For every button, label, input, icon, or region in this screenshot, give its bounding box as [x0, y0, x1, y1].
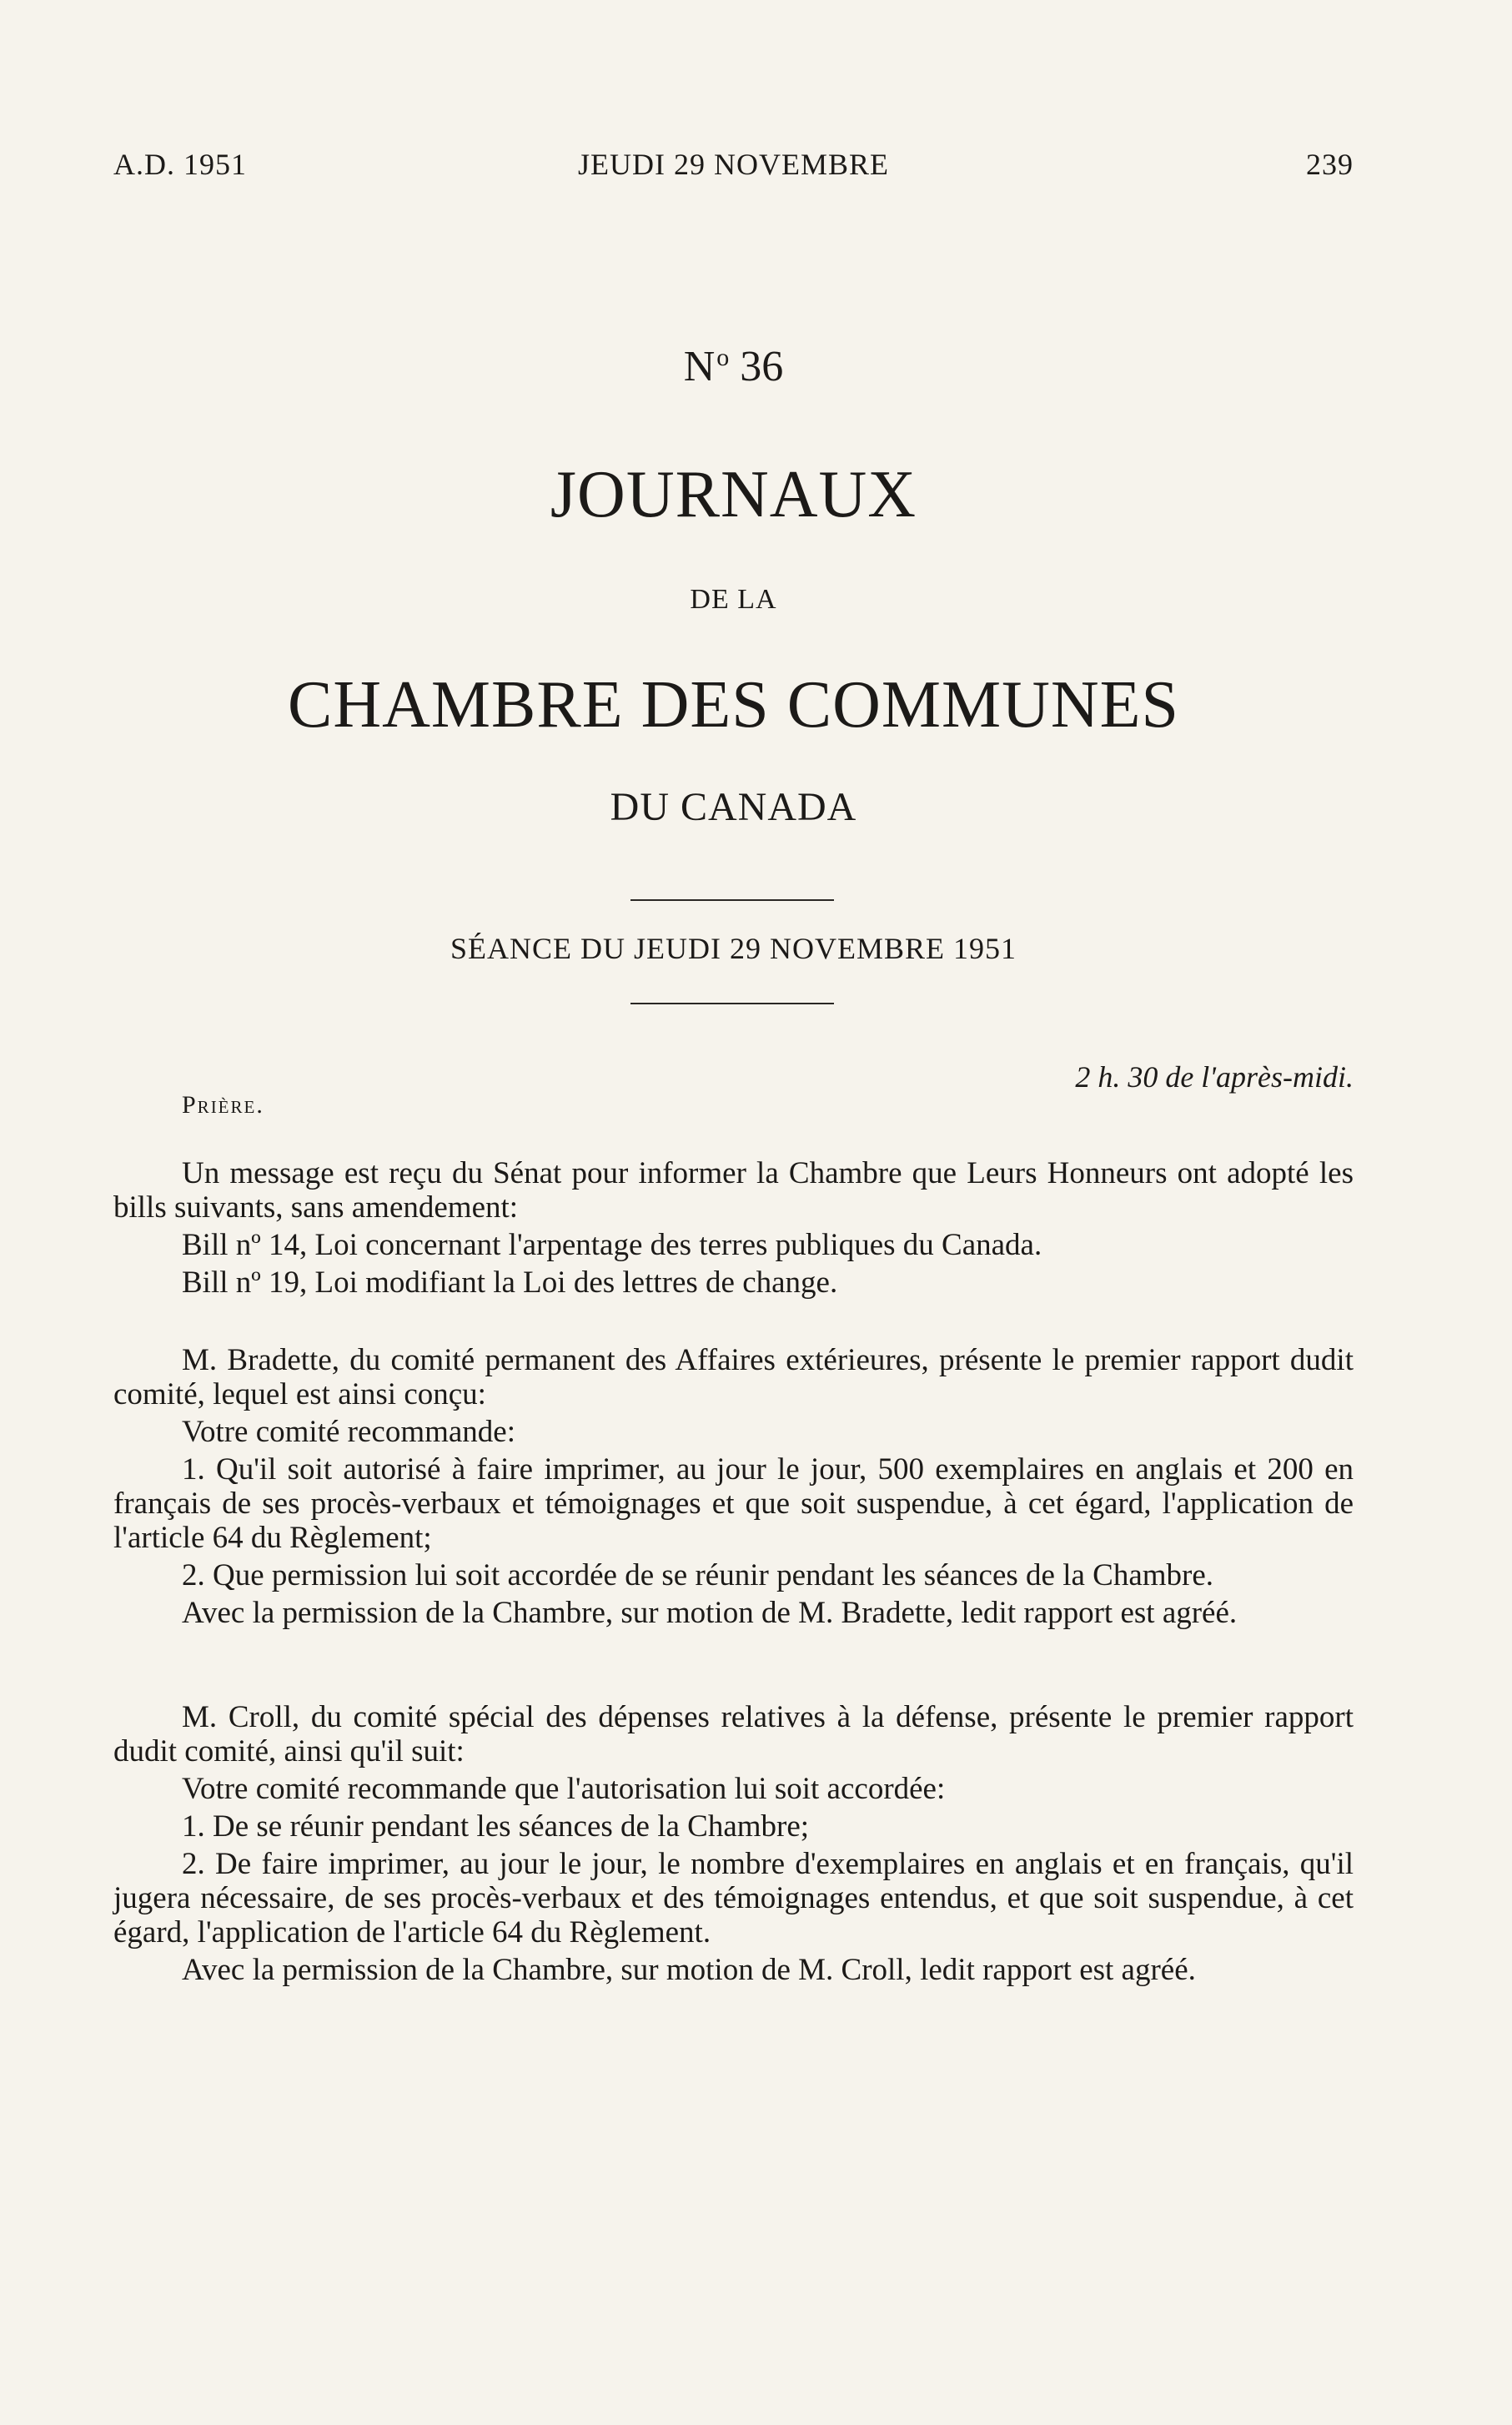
page-number: 239: [1306, 148, 1354, 181]
paragraph: M. Croll, du comité spécial des dépenses relatives à la défense, présente le premier rapport dudit comité, ainsi qu'il suit:: [113, 1700, 1354, 1768]
seance-heading: SÉANCE DU JEUDI 29 NOVEMBRE 1951: [450, 932, 1017, 965]
paragraph: 1. De se réunir pendant les séances de la Chambre;: [182, 1809, 810, 1844]
paragraph: 1. Qu'il soit autorisé à faire imprimer, au jour le jour, 500 exemplaires en anglais et 200 en français de ses procès-verbaux et témoignages et que soit suspendue, à cet égard, l'application de l'article 64 du Règlement;: [113, 1452, 1354, 1555]
paragraph: Avec la permission de la Chambre, sur motion de M. Croll, ledit rapport est agréé.: [182, 1953, 1196, 1987]
title-de-la: DE LA: [690, 584, 777, 615]
divider-bottom: [630, 1003, 834, 1004]
sitting-time: 2 h. 30 de l'après-midi.: [1075, 1060, 1354, 1094]
paragraph: Un message est reçu du Sénat pour informer la Chambre que Leurs Honneurs ont adopté les bills suivants, sans amendement:: [113, 1156, 1354, 1225]
title-canada: DU CANADA: [610, 785, 857, 829]
paragraph: Bill nº 14, Loi concernant l'arpentage des terres publiques du Canada.: [182, 1228, 1042, 1262]
paragraph: Bill nº 19, Loi modifiant la Loi des lettres de change.: [182, 1265, 838, 1300]
header-year: A.D. 1951: [113, 148, 247, 181]
running-head: [113, 147, 1354, 189]
issue-number-sup: o: [716, 344, 730, 371]
paragraph: Votre comité recommande:: [182, 1415, 516, 1449]
divider-top: [630, 899, 834, 901]
issue-number-value: 36: [729, 343, 784, 390]
paragraph: 2. Que permission lui soit accordée de se réunir pendant les séances de la Chambre.: [182, 1558, 1214, 1592]
proceedings-body: [113, 1156, 1354, 1987]
priere-label: Prière.: [182, 1091, 264, 1119]
paragraph: 2. De faire imprimer, au jour le jour, le nombre d'exemplaires en anglais et en français, qu'il jugera nécessaire, de ses procès-verbaux et des témoignages entendus, et que soit suspendue, à cet égard, l'application de l'article 64 du Règlement.: [113, 1847, 1354, 1950]
header-date: JEUDI 29 NOVEMBRE: [578, 148, 889, 181]
paragraph: Avec la permission de la Chambre, sur motion de M. Bradette, ledit rapport est agréé.: [182, 1596, 1238, 1630]
title-journaux: JOURNAUX: [550, 458, 917, 531]
paragraph: M. Bradette, du comité permanent des Affaires extérieures, présente le premier rapport dudit comité, lequel est ainsi conçu:: [113, 1343, 1354, 1411]
title-chambre: CHAMBRE DES COMMUNES: [287, 668, 1180, 742]
issue-number: [113, 342, 1354, 391]
issue-number-prefix: N: [683, 343, 716, 390]
paragraph: Votre comité recommande que l'autorisation lui soit accordée:: [182, 1772, 946, 1806]
